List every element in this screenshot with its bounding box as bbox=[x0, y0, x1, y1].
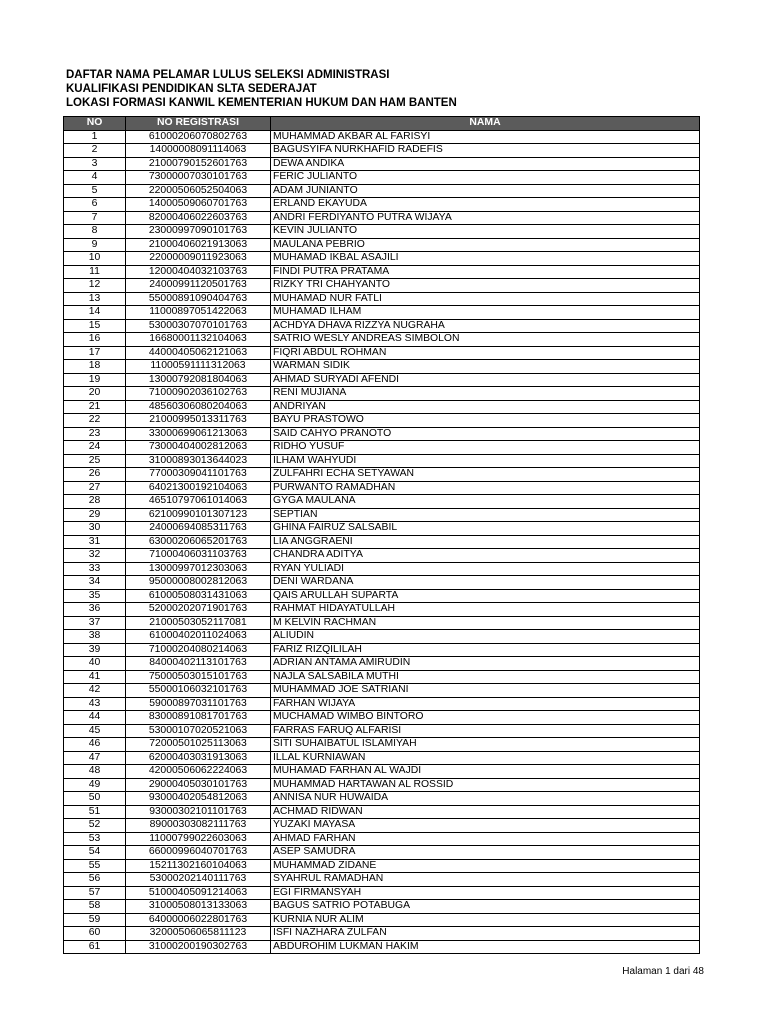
table-row bbox=[64, 279, 700, 293]
applicant-name: KEVIN JULIANTO bbox=[271, 225, 700, 239]
registration-number: 31000508013133063 bbox=[126, 900, 271, 914]
table-row bbox=[64, 171, 700, 185]
row-number: 1 bbox=[64, 130, 126, 144]
row-number: 46 bbox=[64, 738, 126, 752]
table-row bbox=[64, 886, 700, 900]
applicant-name: DEWA ANDIKA bbox=[271, 157, 700, 171]
applicant-name: YUZAKI MAYASA bbox=[271, 819, 700, 833]
registration-number: 11000591111312063 bbox=[126, 360, 271, 374]
registration-number: 62000403031913063 bbox=[126, 751, 271, 765]
row-number: 13 bbox=[64, 292, 126, 306]
applicant-name: QAIS ARULLAH SUPARTA bbox=[271, 589, 700, 603]
applicant-name: ABDUROHIM LUKMAN HAKIM bbox=[271, 940, 700, 954]
applicant-name: M KELVIN RACHMAN bbox=[271, 616, 700, 630]
row-number: 5 bbox=[64, 184, 126, 198]
applicant-name: RAHMAT HIDAYATULLAH bbox=[271, 603, 700, 617]
row-number: 7 bbox=[64, 211, 126, 225]
applicant-name: MUHAMAD IKBAL ASAJILI bbox=[271, 252, 700, 266]
table-row bbox=[64, 670, 700, 684]
applicant-name: ANDRI FERDIYANTO PUTRA WIJAYA bbox=[271, 211, 700, 225]
applicant-name: ILHAM WAHYUDI bbox=[271, 454, 700, 468]
applicant-name: SAID CAHYO PRANOTO bbox=[271, 427, 700, 441]
applicant-name: GHINA FAIRUZ SALSABIL bbox=[271, 522, 700, 536]
row-number: 47 bbox=[64, 751, 126, 765]
row-number: 44 bbox=[64, 711, 126, 725]
applicant-name: EGI FIRMANSYAH bbox=[271, 886, 700, 900]
table-row bbox=[64, 265, 700, 279]
row-number: 56 bbox=[64, 873, 126, 887]
row-number: 20 bbox=[64, 387, 126, 401]
registration-number: 55000106032101763 bbox=[126, 684, 271, 698]
registration-number: 62100990101307123 bbox=[126, 508, 271, 522]
row-number: 25 bbox=[64, 454, 126, 468]
registration-number: 21000995013311763 bbox=[126, 414, 271, 428]
registration-number: 12000404032103763 bbox=[126, 265, 271, 279]
table-row bbox=[64, 238, 700, 252]
applicant-name: AHMAD FARHAN bbox=[271, 832, 700, 846]
registration-number: 44000405062121063 bbox=[126, 346, 271, 360]
row-number: 51 bbox=[64, 805, 126, 819]
applicant-name: GYGA MAULANA bbox=[271, 495, 700, 509]
applicant-name: ILLAL KURNIAWAN bbox=[271, 751, 700, 765]
registration-number: 55000891090404763 bbox=[126, 292, 271, 306]
applicant-name: AHMAD SURYADI AFENDI bbox=[271, 373, 700, 387]
table-row bbox=[64, 778, 700, 792]
applicant-name: MUHAMMAD HARTAWAN AL ROSSID bbox=[271, 778, 700, 792]
row-number: 43 bbox=[64, 697, 126, 711]
applicant-name: ISFI NAZHARA ZULFAN bbox=[271, 927, 700, 941]
column-header-no: NO bbox=[64, 117, 126, 131]
row-number: 2 bbox=[64, 144, 126, 158]
row-number: 18 bbox=[64, 360, 126, 374]
applicant-name: FARRAS FARUQ ALFARISI bbox=[271, 724, 700, 738]
applicant-name: ACHMAD RIDWAN bbox=[271, 805, 700, 819]
table-row bbox=[64, 859, 700, 873]
applicant-name: MUCHAMAD WIMBO BINTORO bbox=[271, 711, 700, 725]
applicant-name: MUHAMMAD AKBAR AL FARISYI bbox=[271, 130, 700, 144]
page-number: Halaman 1 dari 48 bbox=[622, 966, 704, 977]
row-number: 40 bbox=[64, 657, 126, 671]
table-row bbox=[64, 292, 700, 306]
table-row bbox=[64, 346, 700, 360]
applicant-name: FIQRI ABDUL ROHMAN bbox=[271, 346, 700, 360]
row-number: 26 bbox=[64, 468, 126, 482]
registration-number: 21000406021913063 bbox=[126, 238, 271, 252]
row-number: 48 bbox=[64, 765, 126, 779]
table-row bbox=[64, 792, 700, 806]
applicant-name: ERLAND EKAYUDA bbox=[271, 198, 700, 212]
table-row bbox=[64, 738, 700, 752]
registration-number: 61000402011024063 bbox=[126, 630, 271, 644]
table-row bbox=[64, 549, 700, 563]
registration-number: 64021300192104063 bbox=[126, 481, 271, 495]
applicant-name: ALIUDIN bbox=[271, 630, 700, 644]
table-row bbox=[64, 711, 700, 725]
applicant-name: SATRIO WESLY ANDREAS SIMBOLON bbox=[271, 333, 700, 347]
row-number: 39 bbox=[64, 643, 126, 657]
table-body bbox=[64, 130, 700, 954]
row-number: 23 bbox=[64, 427, 126, 441]
registration-number: 11000799022603063 bbox=[126, 832, 271, 846]
row-number: 38 bbox=[64, 630, 126, 644]
registration-number: 71000406031103763 bbox=[126, 549, 271, 563]
applicant-name: MUHAMAD NUR FATLI bbox=[271, 292, 700, 306]
table-row bbox=[64, 157, 700, 171]
applicant-name: SEPTIAN bbox=[271, 508, 700, 522]
applicant-name: MAULANA PEBRIO bbox=[271, 238, 700, 252]
row-number: 24 bbox=[64, 441, 126, 455]
table-row bbox=[64, 603, 700, 617]
table-row bbox=[64, 873, 700, 887]
applicant-name: ACHDYA DHAVA RIZZYA NUGRAHA bbox=[271, 319, 700, 333]
applicant-name: RIZKY TRI CHAHYANTO bbox=[271, 279, 700, 293]
applicant-name: ASEP SAMUDRA bbox=[271, 846, 700, 860]
applicant-name: ZULFAHRI ECHA SETYAWAN bbox=[271, 468, 700, 482]
registration-number: 29000405030101763 bbox=[126, 778, 271, 792]
row-number: 3 bbox=[64, 157, 126, 171]
table-row bbox=[64, 387, 700, 401]
applicant-name: RIDHO YUSUF bbox=[271, 441, 700, 455]
registration-number: 61000508031431063 bbox=[126, 589, 271, 603]
registration-number: 95000008002812063 bbox=[126, 576, 271, 590]
table-row bbox=[64, 441, 700, 455]
row-number: 30 bbox=[64, 522, 126, 536]
applicant-name: ANNISA NUR HUWAIDA bbox=[271, 792, 700, 806]
row-number: 31 bbox=[64, 535, 126, 549]
registration-number: 61000206070802763 bbox=[126, 130, 271, 144]
registration-number: 71000902036102763 bbox=[126, 387, 271, 401]
row-number: 59 bbox=[64, 913, 126, 927]
row-number: 8 bbox=[64, 225, 126, 239]
row-number: 58 bbox=[64, 900, 126, 914]
registration-number: 72000501025113063 bbox=[126, 738, 271, 752]
row-number: 54 bbox=[64, 846, 126, 860]
applicant-name: FERIC JULIANTO bbox=[271, 171, 700, 185]
applicant-name: FARIZ RIZQILILAH bbox=[271, 643, 700, 657]
registration-number: 89000303082111763 bbox=[126, 819, 271, 833]
table-row bbox=[64, 819, 700, 833]
registration-number: 23000997090101763 bbox=[126, 225, 271, 239]
row-number: 52 bbox=[64, 819, 126, 833]
registration-number: 46510797061014063 bbox=[126, 495, 271, 509]
registration-number: 33000699061213063 bbox=[126, 427, 271, 441]
applicant-name: NAJLA SALSABILA MUTHI bbox=[271, 670, 700, 684]
table-row bbox=[64, 130, 700, 144]
applicant-name: MUHAMAD ILHAM bbox=[271, 306, 700, 320]
row-number: 35 bbox=[64, 589, 126, 603]
registration-number: 53000307070101763 bbox=[126, 319, 271, 333]
row-number: 21 bbox=[64, 400, 126, 414]
registration-number: 13000997012303063 bbox=[126, 562, 271, 576]
applicant-name: MUHAMMAD JOE SATRIANI bbox=[271, 684, 700, 698]
registration-number: 71000204080214063 bbox=[126, 643, 271, 657]
registration-number: 75000503015101763 bbox=[126, 670, 271, 684]
registration-number: 24000991120501763 bbox=[126, 279, 271, 293]
row-number: 33 bbox=[64, 562, 126, 576]
row-number: 57 bbox=[64, 886, 126, 900]
table-row bbox=[64, 373, 700, 387]
header-line-3: LOKASI FORMASI KANWIL KEMENTERIAN HUKUM DAN HAM BANTEN bbox=[66, 97, 457, 109]
table-row bbox=[64, 913, 700, 927]
table-row bbox=[64, 252, 700, 266]
registration-number: 14000509060701763 bbox=[126, 198, 271, 212]
table-row bbox=[64, 630, 700, 644]
row-number: 28 bbox=[64, 495, 126, 509]
row-number: 10 bbox=[64, 252, 126, 266]
applicant-name: WARMAN SIDIK bbox=[271, 360, 700, 374]
table-row bbox=[64, 832, 700, 846]
table-row bbox=[64, 805, 700, 819]
table-row bbox=[64, 198, 700, 212]
row-number: 60 bbox=[64, 927, 126, 941]
row-number: 32 bbox=[64, 549, 126, 563]
table-row bbox=[64, 697, 700, 711]
document-header bbox=[66, 68, 457, 110]
registration-number: 31000893013644023 bbox=[126, 454, 271, 468]
applicant-name: BAGUSYIFA NURKHAFID RADEFIS bbox=[271, 144, 700, 158]
registration-number: 22000009011923063 bbox=[126, 252, 271, 266]
row-number: 45 bbox=[64, 724, 126, 738]
row-number: 50 bbox=[64, 792, 126, 806]
table-row bbox=[64, 468, 700, 482]
table-row bbox=[64, 562, 700, 576]
table-row bbox=[64, 144, 700, 158]
applicant-name: RENI MUJIANA bbox=[271, 387, 700, 401]
applicant-name: SITI SUHAIBATUL ISLAMIYAH bbox=[271, 738, 700, 752]
registration-number: 21000503052117081 bbox=[126, 616, 271, 630]
table-row bbox=[64, 846, 700, 860]
registration-number: 48560306080204063 bbox=[126, 400, 271, 414]
table-row bbox=[64, 940, 700, 954]
table-row bbox=[64, 454, 700, 468]
registration-number: 24000694085311763 bbox=[126, 522, 271, 536]
registration-number: 13000792081804063 bbox=[126, 373, 271, 387]
registration-number: 84000402113101763 bbox=[126, 657, 271, 671]
row-number: 34 bbox=[64, 576, 126, 590]
table-row bbox=[64, 211, 700, 225]
header-line-2: KUALIFIKASI PENDIDIKAN SLTA SEDERAJAT bbox=[66, 83, 317, 95]
applicant-name: SYAHRUL RAMADHAN bbox=[271, 873, 700, 887]
row-number: 41 bbox=[64, 670, 126, 684]
table-row bbox=[64, 576, 700, 590]
applicant-name: CHANDRA ADITYA bbox=[271, 549, 700, 563]
registration-number: 16680001132104063 bbox=[126, 333, 271, 347]
applicant-name: DENI WARDANA bbox=[271, 576, 700, 590]
applicant-name: FINDI PUTRA PRATAMA bbox=[271, 265, 700, 279]
row-number: 16 bbox=[64, 333, 126, 347]
applicant-name: ANDRIYAN bbox=[271, 400, 700, 414]
table-row bbox=[64, 765, 700, 779]
row-number: 17 bbox=[64, 346, 126, 360]
registration-number: 73000404002812063 bbox=[126, 441, 271, 455]
registration-number: 31000200190302763 bbox=[126, 940, 271, 954]
table-row bbox=[64, 522, 700, 536]
applicant-name: BAGUS SATRIO POTABUGA bbox=[271, 900, 700, 914]
table-row bbox=[64, 684, 700, 698]
registration-number: 59000897031101763 bbox=[126, 697, 271, 711]
row-number: 27 bbox=[64, 481, 126, 495]
registration-number: 93000302101101763 bbox=[126, 805, 271, 819]
registration-number: 53000202140111763 bbox=[126, 873, 271, 887]
column-header-registration: NO REGISTRASI bbox=[126, 117, 271, 131]
row-number: 15 bbox=[64, 319, 126, 333]
row-number: 36 bbox=[64, 603, 126, 617]
table-row bbox=[64, 724, 700, 738]
table-row bbox=[64, 333, 700, 347]
registration-table bbox=[63, 116, 700, 954]
table-row bbox=[64, 900, 700, 914]
applicant-name: MUHAMMAD ZIDANE bbox=[271, 859, 700, 873]
registration-number: 53000107020521063 bbox=[126, 724, 271, 738]
table-row bbox=[64, 481, 700, 495]
applicant-name: BAYU PRASTOWO bbox=[271, 414, 700, 428]
table-row bbox=[64, 751, 700, 765]
applicant-name: KURNIA NUR ALIM bbox=[271, 913, 700, 927]
table-row bbox=[64, 400, 700, 414]
applicant-name: LIA ANGGRAENI bbox=[271, 535, 700, 549]
row-number: 22 bbox=[64, 414, 126, 428]
row-number: 61 bbox=[64, 940, 126, 954]
applicant-name: ADAM JUNIANTO bbox=[271, 184, 700, 198]
applicant-name: PURWANTO RAMADHAN bbox=[271, 481, 700, 495]
table-row bbox=[64, 427, 700, 441]
applicant-name: ADRIAN ANTAMA AMIRUDIN bbox=[271, 657, 700, 671]
row-number: 55 bbox=[64, 859, 126, 873]
column-header-name: NAMA bbox=[271, 117, 700, 131]
row-number: 37 bbox=[64, 616, 126, 630]
table-header-row bbox=[64, 117, 700, 131]
table-row bbox=[64, 306, 700, 320]
registration-number: 52000202071901763 bbox=[126, 603, 271, 617]
registration-number: 11000897051422063 bbox=[126, 306, 271, 320]
registration-number: 32000506065811123 bbox=[126, 927, 271, 941]
table-row bbox=[64, 927, 700, 941]
table-row bbox=[64, 616, 700, 630]
header-line-1: DAFTAR NAMA PELAMAR LULUS SELEKSI ADMINISTRASI bbox=[66, 69, 390, 81]
table-row bbox=[64, 495, 700, 509]
registration-number: 73000007030101763 bbox=[126, 171, 271, 185]
table-row bbox=[64, 225, 700, 239]
table-row bbox=[64, 184, 700, 198]
row-number: 29 bbox=[64, 508, 126, 522]
registration-number: 66000996040701763 bbox=[126, 846, 271, 860]
row-number: 42 bbox=[64, 684, 126, 698]
row-number: 4 bbox=[64, 171, 126, 185]
registration-number: 82000406022603763 bbox=[126, 211, 271, 225]
table-row bbox=[64, 319, 700, 333]
row-number: 11 bbox=[64, 265, 126, 279]
table-row bbox=[64, 657, 700, 671]
registration-number: 63000206065201763 bbox=[126, 535, 271, 549]
row-number: 14 bbox=[64, 306, 126, 320]
table-row bbox=[64, 414, 700, 428]
registration-number: 21000790152601763 bbox=[126, 157, 271, 171]
row-number: 19 bbox=[64, 373, 126, 387]
registration-number: 42000506062224063 bbox=[126, 765, 271, 779]
table-row bbox=[64, 360, 700, 374]
row-number: 9 bbox=[64, 238, 126, 252]
registration-number: 77000309041101763 bbox=[126, 468, 271, 482]
registration-number: 15211302160104063 bbox=[126, 859, 271, 873]
table-row bbox=[64, 508, 700, 522]
registration-number: 22000506052504063 bbox=[126, 184, 271, 198]
registration-number: 51000405091214063 bbox=[126, 886, 271, 900]
row-number: 6 bbox=[64, 198, 126, 212]
row-number: 49 bbox=[64, 778, 126, 792]
applicant-name: RYAN YULIADI bbox=[271, 562, 700, 576]
applicant-name: FARHAN WIJAYA bbox=[271, 697, 700, 711]
table-row bbox=[64, 643, 700, 657]
row-number: 12 bbox=[64, 279, 126, 293]
registration-number: 14000008091114063 bbox=[126, 144, 271, 158]
row-number: 53 bbox=[64, 832, 126, 846]
table-row bbox=[64, 589, 700, 603]
registration-number: 64000006022801763 bbox=[126, 913, 271, 927]
registration-number: 83000891081701763 bbox=[126, 711, 271, 725]
applicant-name: MUHAMAD FARHAN AL WAJDI bbox=[271, 765, 700, 779]
table-row bbox=[64, 535, 700, 549]
registration-number: 93000402054812063 bbox=[126, 792, 271, 806]
